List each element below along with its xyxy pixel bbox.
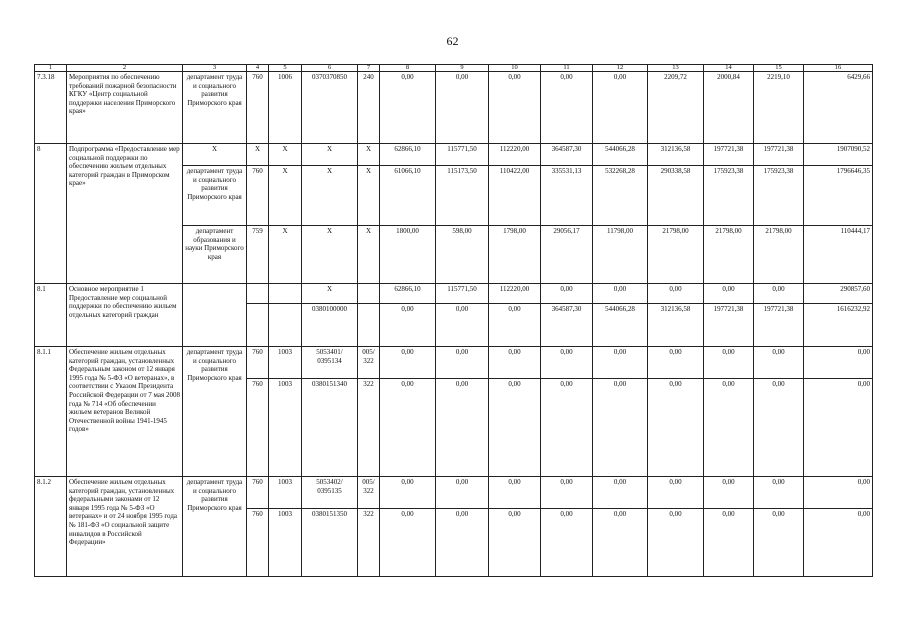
executor-cell: Х [183,144,247,166]
value-cell: 0,00 [648,284,704,304]
row-code: 7.3.18 [35,72,67,144]
value-cell: 0,00 [804,509,873,577]
value-cell: 1616232,92 [804,304,873,347]
value-cell: 0,00 [648,509,704,577]
value-cell: 364587,30 [541,144,593,166]
value-cell: 1798,00 [489,226,541,284]
code-cell: 005/ 322 [358,477,380,509]
code-cell: 1003 [269,379,302,477]
code-cell: Х [358,226,380,284]
value-cell: 0,00 [541,72,593,144]
value-cell: 335531,13 [541,166,593,226]
executor-cell: департамент труда и социального развития Приморского края [183,347,247,477]
row-name: Мероприятия по обеспечению требований пожарной безопасности КГКУ «Центр социальной поддержки населения Приморского края» [67,72,183,144]
value-cell: 0,00 [541,379,593,477]
value-cell: 110422,00 [489,166,541,226]
code-cell: 005/ 322 [358,347,380,379]
column-number: 4 [247,65,269,72]
value-cell: 0,00 [804,477,873,509]
executor-cell [183,284,247,347]
value-cell: 175923,38 [754,166,804,226]
code-cell: 240 [358,72,380,144]
value-cell: 0,00 [593,347,648,379]
executor-cell: департамент образования и науки Приморского края [183,226,247,284]
code-cell: 759 [247,226,269,284]
value-cell: 0,00 [436,72,489,144]
code-cell: 1003 [269,347,302,379]
row-name: Основное мероприятие 1 Предоставление мер социальной поддержки по обеспечению жильем отдельных категорий граждан [67,284,183,347]
value-cell: 312136,58 [648,144,704,166]
value-cell: 0,00 [648,347,704,379]
value-cell: 364587,30 [541,304,593,347]
column-number: 15 [754,65,804,72]
column-number: 5 [269,65,302,72]
row-code: 8 [35,144,67,284]
code-cell: 0380151340 [302,379,358,477]
row-name: Обеспечение жильем отдельных категорий граждан, установленных Федеральным законом от 12 января 1995 года № 5-ФЗ «О ветеранах», в соответствии с Указом Президента Российской Федерации от 7 мая 2008 года № 714 «Об обеспечении жильем ветеранов Великой Отечественной войны 1941-1945 годов» [67,347,183,477]
row-name: Подпрограмма «Предоставление мер социальной поддержки по обеспечению жильем отдельных категорий граждан в Приморском крае» [67,144,183,284]
value-cell: 0,00 [754,284,804,304]
column-number: 13 [648,65,704,72]
code-cell: 760 [247,166,269,226]
value-cell: 115771,50 [436,284,489,304]
value-cell: 0,00 [436,304,489,347]
code-cell: 760 [247,379,269,477]
value-cell: 598,00 [436,226,489,284]
value-cell: 0,00 [489,379,541,477]
budget-table [34,64,873,577]
code-cell: Х [302,144,358,166]
column-number: 11 [541,65,593,72]
value-cell: 197721,38 [754,304,804,347]
code-cell: 0370370850 [302,72,358,144]
column-number: 8 [380,65,436,72]
value-cell: 197721,38 [704,304,754,347]
value-cell: 0,00 [593,379,648,477]
value-cell: 0,00 [541,477,593,509]
value-cell: 0,00 [648,477,704,509]
code-cell: 5053402/ 0395135 [302,477,358,509]
value-cell: 0,00 [380,304,436,347]
value-cell: 0,00 [436,477,489,509]
value-cell: 115771,50 [436,144,489,166]
value-cell: 312136,58 [648,304,704,347]
value-cell: 0,00 [380,509,436,577]
value-cell: 290338,58 [648,166,704,226]
value-cell: 21798,00 [648,226,704,284]
column-number: 9 [436,65,489,72]
value-cell: 112220,00 [489,144,541,166]
column-number: 1 [35,65,67,72]
value-cell: 2209,72 [648,72,704,144]
value-cell: 0,00 [754,347,804,379]
column-number: 6 [302,65,358,72]
column-number: 16 [804,65,873,72]
code-cell [247,304,269,347]
value-cell: 0,00 [489,72,541,144]
value-cell: 0,00 [380,72,436,144]
row-code: 8.1.1 [35,347,67,477]
code-cell: 760 [247,72,269,144]
value-cell: 62866,10 [380,284,436,304]
value-cell: 0,00 [436,347,489,379]
executor-cell: департамент труда и социального развития Приморского края [183,166,247,226]
value-cell: 110444,17 [804,226,873,284]
code-cell: Х [358,166,380,226]
value-cell: 544066,28 [593,144,648,166]
value-cell: 0,00 [593,72,648,144]
value-cell: 0,00 [489,477,541,509]
row-name: Обеспечение жильем отдельных категорий граждан, установленных федеральными законами от 12 января 1995 года № 5-ФЗ «О ветеранах» и от 24 ноября 1995 года № 181-ФЗ «О социальной защите инвалидов в Российской Федерации» [67,477,183,577]
value-cell: 112220,00 [489,284,541,304]
value-cell: 0,00 [541,347,593,379]
code-cell: 0380151350 [302,509,358,577]
value-cell: 0,00 [380,477,436,509]
value-cell: 0,00 [489,347,541,379]
value-cell: 11798,00 [593,226,648,284]
value-cell: 61066,10 [380,166,436,226]
value-cell: 0,00 [541,509,593,577]
value-cell: 1907090,52 [804,144,873,166]
value-cell: 21798,00 [754,226,804,284]
code-cell: 5053401/ 0395134 [302,347,358,379]
code-cell: Х [302,226,358,284]
code-cell: 322 [358,379,380,477]
executor-cell: департамент труда и социального развития Приморского края [183,72,247,144]
code-cell: 760 [247,509,269,577]
code-cell [247,284,269,304]
value-cell: 0,00 [754,379,804,477]
column-number: 7 [358,65,380,72]
code-cell: 1003 [269,477,302,509]
value-cell: 29056,17 [541,226,593,284]
value-cell: 0,00 [593,477,648,509]
value-cell: 115173,50 [436,166,489,226]
value-cell: 0,00 [489,304,541,347]
value-cell: 197721,38 [704,144,754,166]
value-cell: 197721,38 [754,144,804,166]
value-cell: 0,00 [648,379,704,477]
value-cell: 532268,28 [593,166,648,226]
code-cell [358,304,380,347]
column-number: 2 [67,65,183,72]
code-cell: 1003 [269,509,302,577]
column-number: 3 [183,65,247,72]
value-cell: 2219,10 [754,72,804,144]
value-cell: 0,00 [754,509,804,577]
code-cell: 760 [247,347,269,379]
row-code: 8.1.2 [35,477,67,577]
code-cell: Х [269,226,302,284]
value-cell: 1796646,35 [804,166,873,226]
column-number-row [35,65,873,72]
value-cell: 0,00 [541,284,593,304]
table-row [35,347,873,379]
table-row [35,72,873,144]
code-cell: Х [269,166,302,226]
value-cell: 0,00 [436,509,489,577]
value-cell: 0,00 [704,509,754,577]
table-row [35,144,873,166]
value-cell: 175923,38 [704,166,754,226]
row-code: 8.1 [35,284,67,347]
code-cell: Х [269,144,302,166]
value-cell: 21798,00 [704,226,754,284]
value-cell: 6429,66 [804,72,873,144]
value-cell: 0,00 [593,509,648,577]
code-cell: Х [302,284,358,304]
value-cell: 544066,28 [593,304,648,347]
code-cell [269,304,302,347]
page-number: 62 [446,34,459,48]
executor-cell: департамент труда и социального развития Приморского края [183,477,247,577]
value-cell: 0,00 [380,379,436,477]
value-cell: 0,00 [804,379,873,477]
value-cell: 1800,00 [380,226,436,284]
value-cell: 0,00 [489,509,541,577]
value-cell: 62866,10 [380,144,436,166]
code-cell [269,284,302,304]
value-cell: 0,00 [436,379,489,477]
code-cell: 0380100000 [302,304,358,347]
code-cell: Х [358,144,380,166]
table-row [35,284,873,304]
value-cell: 0,00 [593,284,648,304]
table-row [35,477,873,509]
value-cell: 290857,60 [804,284,873,304]
value-cell: 0,00 [380,347,436,379]
column-number: 10 [489,65,541,72]
code-cell: Х [247,144,269,166]
column-number: 12 [593,65,648,72]
code-cell: 322 [358,509,380,577]
value-cell: 0,00 [704,347,754,379]
code-cell [358,284,380,304]
code-cell: 1006 [269,72,302,144]
code-cell: Х [302,166,358,226]
value-cell: 2000,84 [704,72,754,144]
value-cell: 0,00 [704,477,754,509]
value-cell: 0,00 [704,379,754,477]
code-cell: 760 [247,477,269,509]
value-cell: 0,00 [804,347,873,379]
value-cell: 0,00 [754,477,804,509]
value-cell: 0,00 [704,284,754,304]
column-number: 14 [704,65,754,72]
